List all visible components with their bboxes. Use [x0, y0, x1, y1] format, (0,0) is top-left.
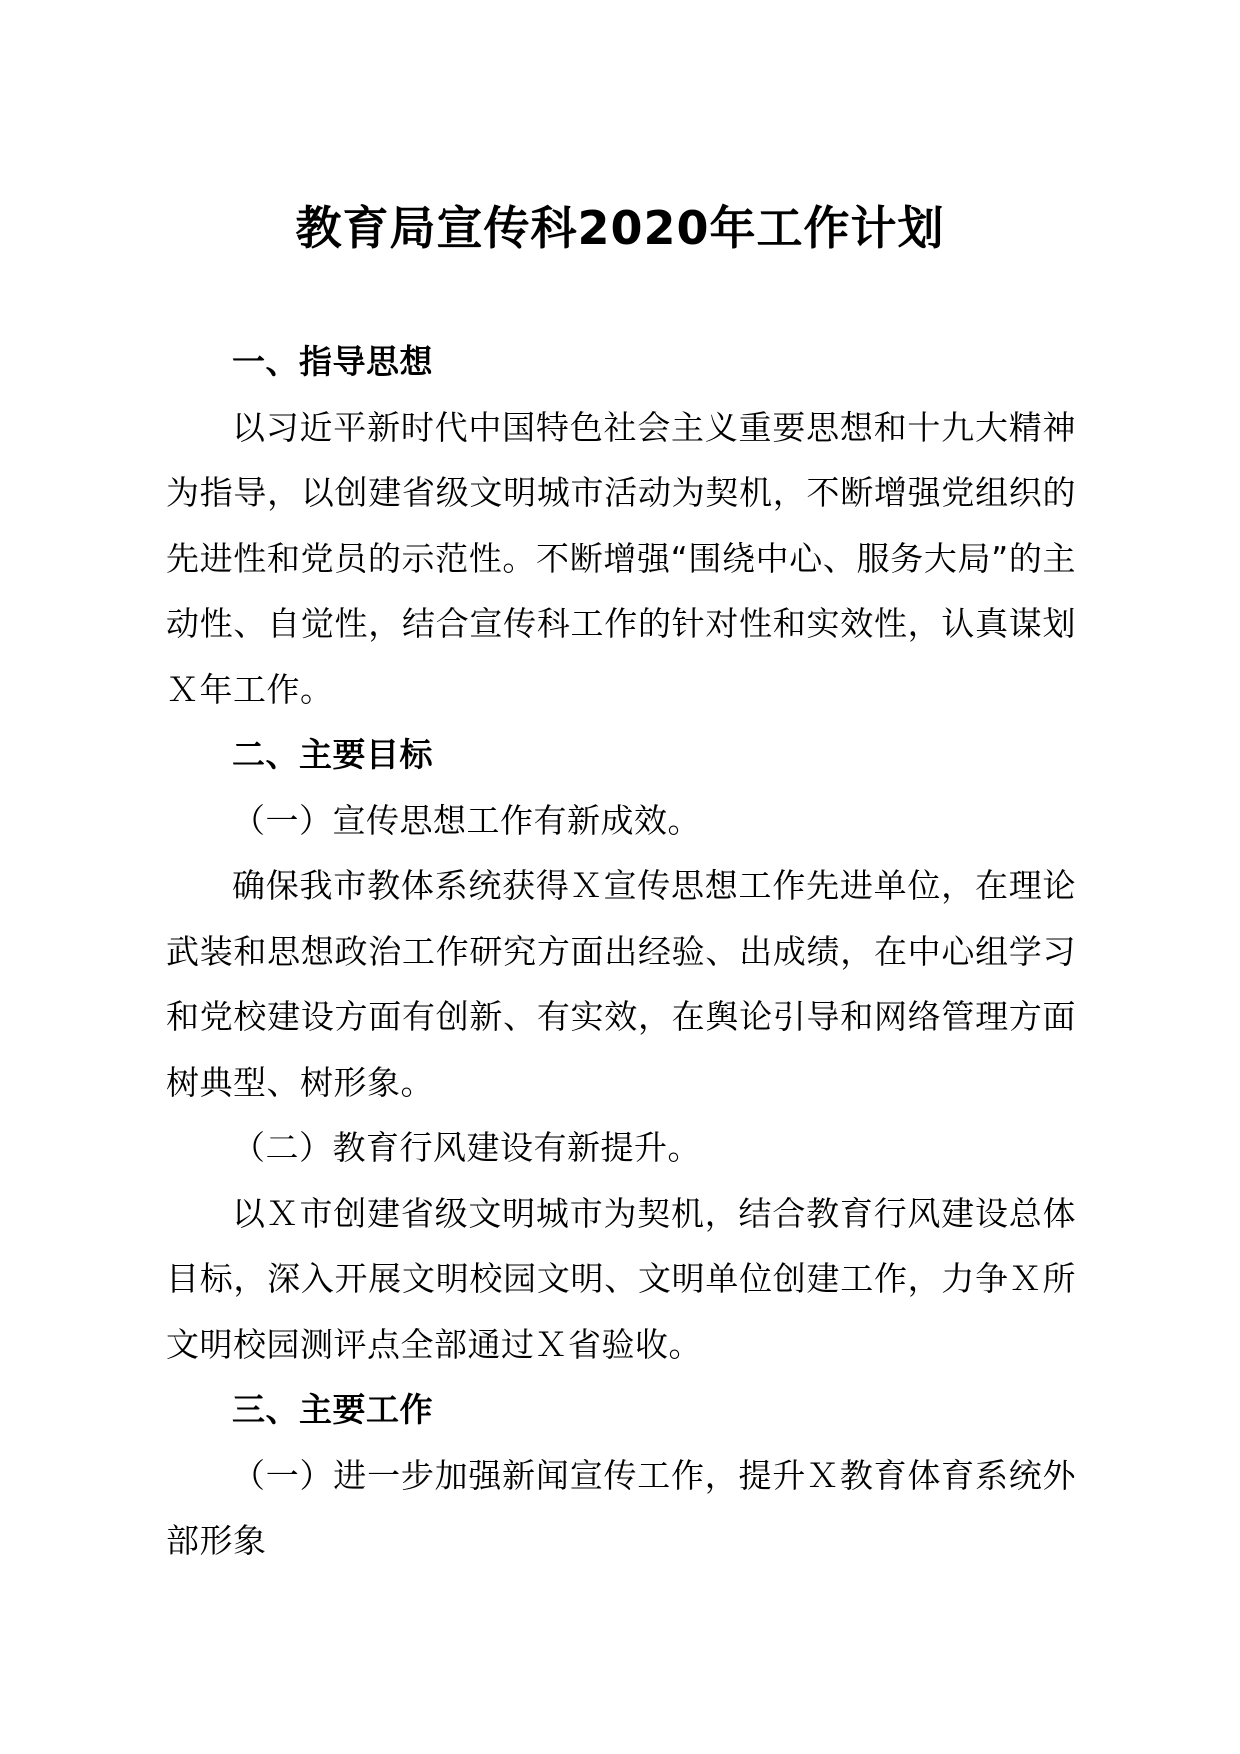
subheading-work-1: （一）进一步加强新闻宣传工作，提升Ｘ教育体育系统外部形象	[166, 1455, 1076, 1560]
document-body	[166, 329, 1076, 1574]
section-heading-main-goals: 二、主要目标	[232, 735, 433, 774]
subheading-goal-2: （二）教育行风建设有新提升。	[232, 1128, 701, 1167]
section-heading-main-work: 三、主要工作	[232, 1390, 433, 1429]
paragraph-goal-1: 确保我市教体系统获得Ｘ宣传思想工作先进单位，在理论武装和思想政治工作研究方面出经验、出成绩，在中心组学习和党校建设方面有创新、有实效，在舆论引导和网络管理方面树典型、树形象。	[166, 866, 1076, 1102]
document-title: 教育局宣传科2020年工作计划	[295, 201, 945, 255]
paragraph-goal-2: 以Ｘ市创建省级文明城市为契机，结合教育行风建设总体目标，深入开展文明校园文明、文明单位创建工作，力争Ｘ所文明校园测评点全部通过Ｘ省验收。	[166, 1193, 1076, 1364]
subheading-goal-1: （一）宣传思想工作有新成效。	[232, 800, 701, 840]
paragraph-guiding-thought: 以习近平新时代中国特色社会主义重要思想和十九大精神为指导，以创建省级文明城市活动为契机，不断增强党组织的先进性和党员的示范性。不断增强“围绕中心、服务大局”的主动性、自觉性，结合宣传科工作的针对性和实效性，认真谋划Ｘ年工作。	[166, 407, 1076, 709]
section-heading-guiding-thought: 一、指导思想	[232, 342, 433, 381]
